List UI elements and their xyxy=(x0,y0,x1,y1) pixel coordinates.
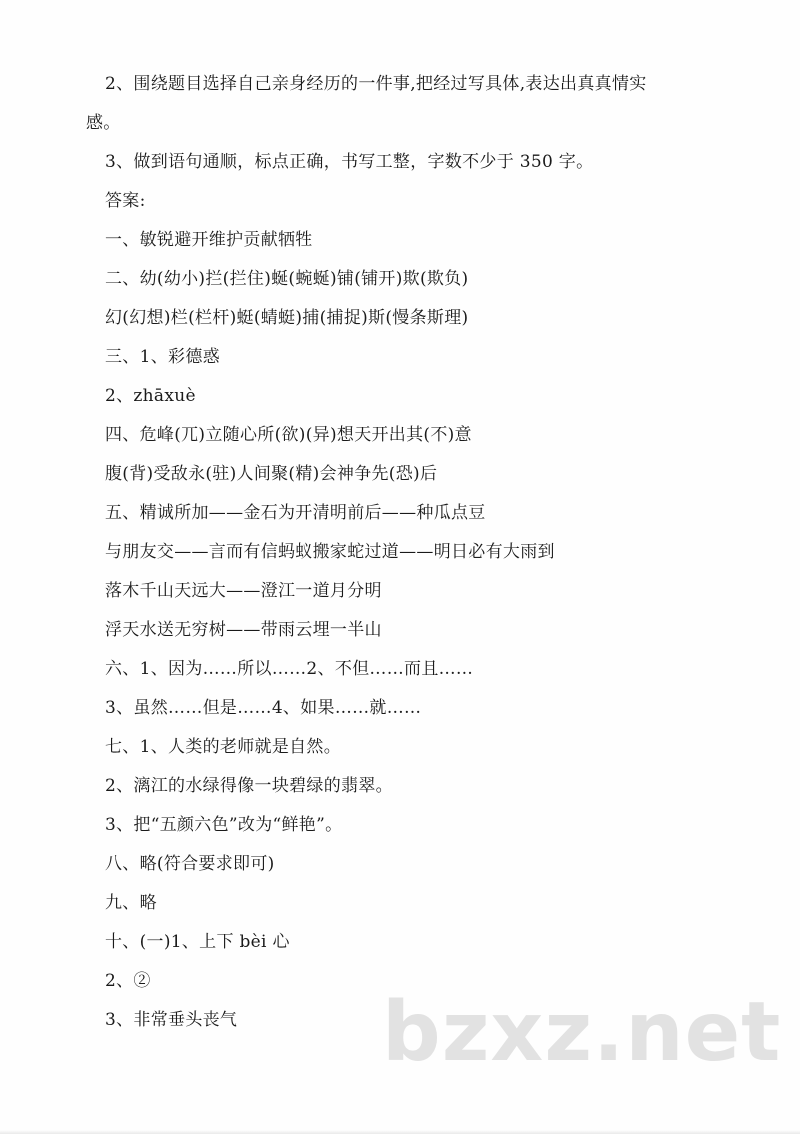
text-line: 感。 xyxy=(86,113,121,133)
text-line: 六、1、因为……所以……2、不但……而且…… xyxy=(105,659,474,679)
text-line: 2、漓江的水绿得像一块碧绿的翡翠。 xyxy=(105,776,393,796)
text-line: 十、(一)1、上下 bèi 心 xyxy=(105,932,290,952)
text-line: 四、危峰(兀)立随心所(欲)(异)想天开出其(不)意 xyxy=(105,425,472,445)
text-line: 2、围绕题目选择自己亲身经历的一件事,把经过写具体,表达出真真情实 xyxy=(105,74,647,94)
text-line: 落木千山天远大——澄江一道月分明 xyxy=(105,581,382,601)
text-line: 浮天水送无穷树——带雨云埋一半山 xyxy=(105,620,382,640)
text-line: 三、1、彩德惑 xyxy=(105,347,220,367)
text-line: 腹(背)受敌永(驻)人间聚(精)会神争先(恐)后 xyxy=(105,464,438,484)
text-line: 与朋友交——言而有信蚂蚁搬家蛇过道——明日必有大雨到 xyxy=(105,542,555,562)
text-line: 二、幼(幼小)拦(拦住)蜒(蜿蜒)铺(铺开)欺(欺负) xyxy=(105,269,469,289)
text-line: 3、把“五颜六色”改为“鲜艳”。 xyxy=(105,815,343,835)
site-watermark: bzxz.net xyxy=(382,985,782,1080)
text-line: 3、虽然……但是……4、如果……就…… xyxy=(105,698,422,718)
text-line: 幻(幻想)栏(栏杆)蜓(蜻蜓)捕(捕捉)斯(慢条斯理) xyxy=(105,308,469,328)
text-line: 五、精诚所加——金石为开清明前后——种瓜点豆 xyxy=(105,503,486,523)
text-line: 九、略 xyxy=(105,893,157,913)
text-line: 2、② xyxy=(105,971,151,991)
text-line: 一、敏锐避开维护贡献牺牲 xyxy=(105,230,313,250)
page-bottom-edge xyxy=(0,1130,800,1134)
answer-heading: 答案: xyxy=(105,191,146,211)
text-line: 3、非常垂头丧气 xyxy=(105,1010,238,1030)
text-line: 3、做到语句通顺，标点正确，书写工整，字数不少于 350 字。 xyxy=(105,152,594,172)
text-line: 八、略(符合要求即可) xyxy=(105,854,275,874)
text-line: 七、1、人类的老师就是自然。 xyxy=(105,737,342,757)
text-line: 2、zhāxuè xyxy=(105,386,196,406)
